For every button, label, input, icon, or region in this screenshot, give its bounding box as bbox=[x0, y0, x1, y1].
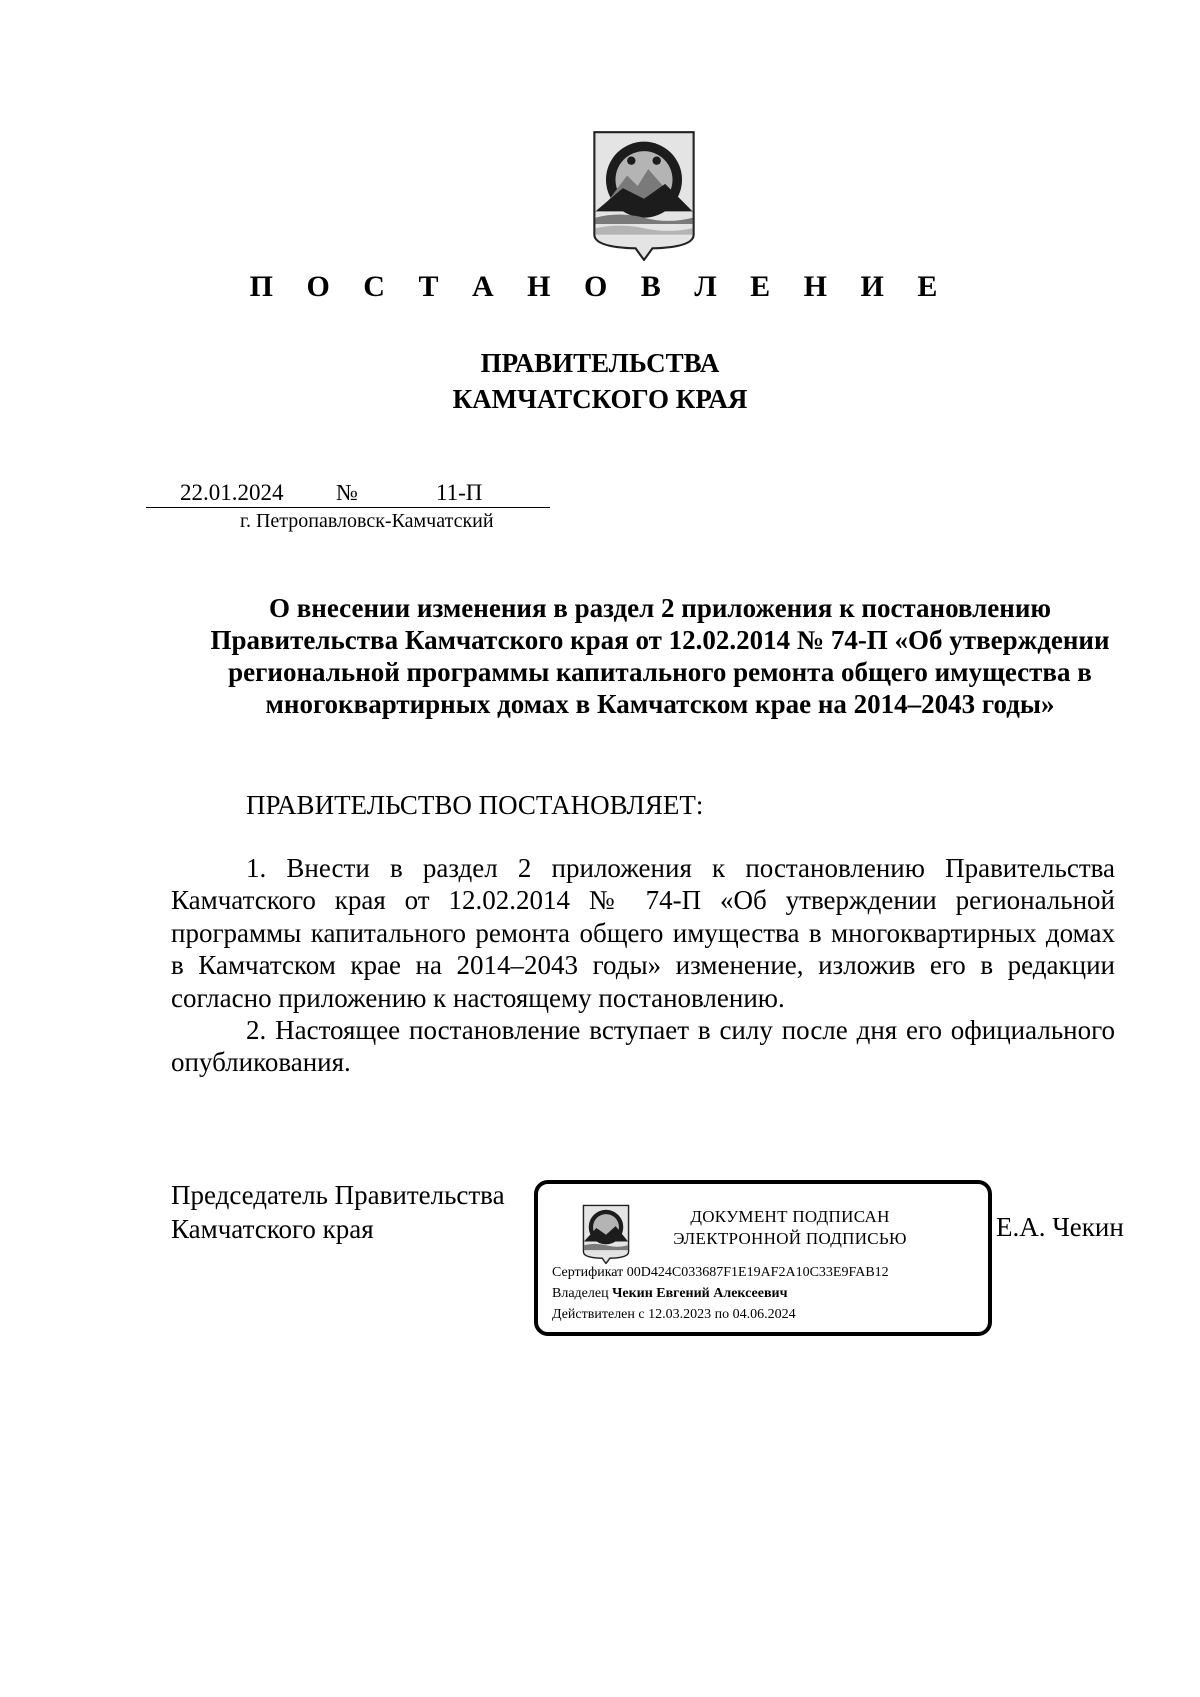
stamp-certificate-line bbox=[552, 1264, 889, 1282]
subject-line-1: О внесении изменения в раздел 2 приложения к постановлению bbox=[268, 593, 1052, 623]
coat-dome-left bbox=[627, 156, 635, 164]
coat-dome-right bbox=[652, 156, 660, 164]
valid-label: Действителен с bbox=[552, 1307, 645, 1322]
registration-number: 11-П bbox=[436, 480, 483, 505]
electronic-signature-stamp bbox=[534, 1180, 992, 1336]
owner-value: Чекин Евгений Алексеевич bbox=[612, 1286, 788, 1301]
document-subject bbox=[175, 592, 1145, 720]
stamp-title-line-1: ДОКУМЕНТ ПОДПИСАН bbox=[690, 1207, 890, 1226]
document-type-title: П О С Т А Н О В Л Е Н И Е bbox=[249, 270, 951, 303]
stamp-emblem-icon bbox=[582, 1204, 630, 1264]
issuer-title bbox=[0, 345, 1200, 417]
registration-number-sign: № bbox=[336, 480, 358, 505]
issue-city: г. Петропавловск-Камчатский bbox=[240, 510, 494, 532]
issuer-line-1: ПРАВИТЕЛЬСТВА bbox=[480, 348, 720, 378]
registration-date: 22.01.2024 bbox=[180, 480, 284, 505]
paragraph-2: 2. Настоящее постановление вступает в силу после дня его официального опубликования. bbox=[171, 1015, 1115, 1078]
stamp-title bbox=[642, 1206, 938, 1250]
body-paragraphs bbox=[171, 852, 1115, 1079]
stamp-owner-line bbox=[552, 1285, 787, 1303]
stamp-validity-line bbox=[552, 1306, 796, 1324]
paragraph-1: 1. Внести в раздел 2 приложения к постановлению Правительства Камчатского края от 12.02.2014 № 74-П «Об утверждении региональной программы капитального ремонта общего имущества в многоквартирных домах в Камчатском крае на 2014–2043 годы» изменение, изложив его в редакции согласно приложению к настоящему постановлению. bbox=[171, 853, 1115, 1013]
subject-line-3: региональной программы капитального ремонта общего имущества в bbox=[228, 657, 1092, 687]
subject-line-2: Правительства Камчатского края от 12.02.2014 № 74-П «Об утверждении bbox=[210, 625, 1110, 655]
decree-heading: ПРАВИТЕЛЬСТВО ПОСТАНОВЛЯЕТ: bbox=[246, 790, 704, 820]
signer-position-line-2: Камчатского края bbox=[171, 1214, 374, 1244]
coat-of-arms-emblem bbox=[591, 129, 697, 261]
stamp-title-line-2: ЭЛЕКТРОННОЙ ПОДПИСЬЮ bbox=[673, 1229, 907, 1248]
valid-from: 12.03.2023 bbox=[648, 1307, 712, 1322]
owner-label: Владелец bbox=[552, 1286, 609, 1301]
valid-to: 04.06.2024 bbox=[732, 1307, 796, 1322]
subject-line-4: многоквартирных домах в Камчатском крае на 2014–2043 годы» bbox=[265, 689, 1055, 719]
signer-position bbox=[171, 1178, 505, 1246]
certificate-value: 00D424C033687F1E19AF2A10C33E9FAB12 bbox=[626, 1265, 889, 1280]
signer-name: Е.А. Чекин bbox=[996, 1212, 1124, 1242]
registration-line bbox=[146, 479, 550, 508]
valid-to-label: по bbox=[714, 1307, 730, 1322]
signer-position-line-1: Председатель Правительства bbox=[171, 1180, 505, 1210]
certificate-label: Сертификат bbox=[552, 1265, 624, 1280]
issuer-line-2: КАМЧАТСКОГО КРАЯ bbox=[452, 384, 748, 414]
